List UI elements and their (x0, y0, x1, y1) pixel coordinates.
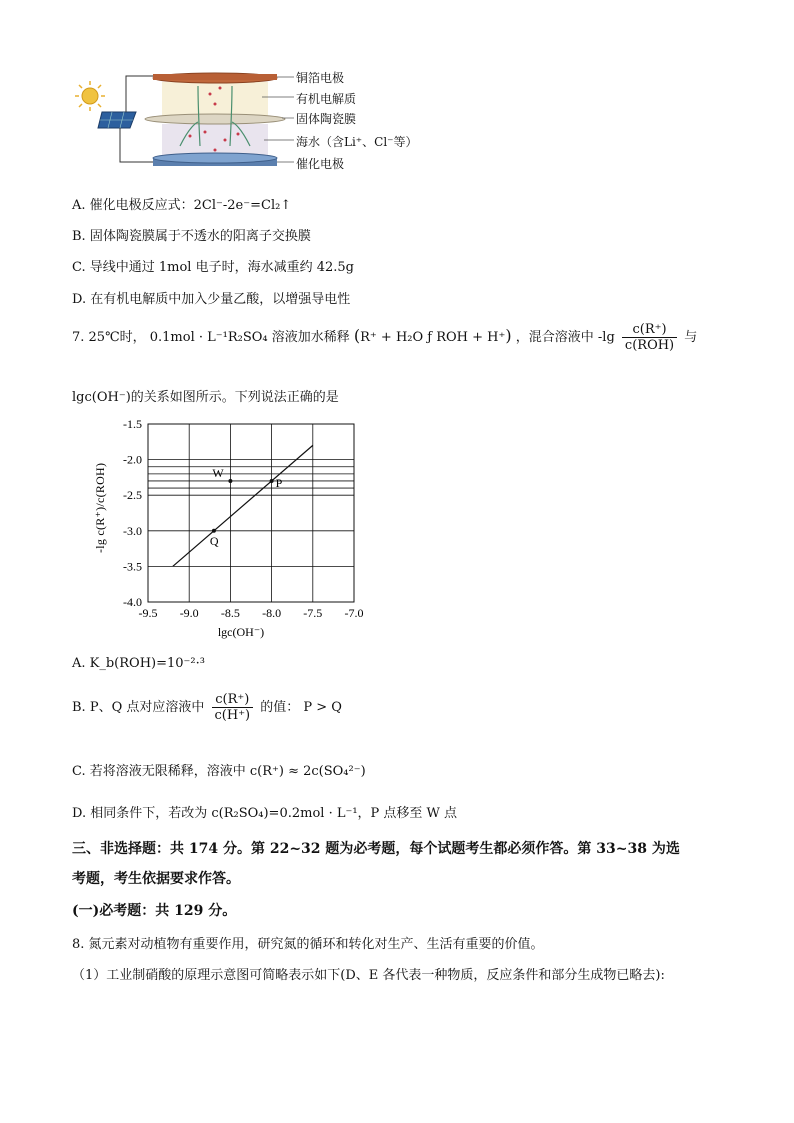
point-P (270, 479, 274, 483)
x-tick-label: -7.0 (344, 606, 364, 620)
q7-option-b-num: c(R⁺) (212, 692, 254, 708)
section3-heading-1: 三、非选择题：共 174 分。第 22~32 题为必考题，每个试题考生都必须作答。第 33~38 为选 (72, 841, 680, 857)
y-axis-label-text: -lg c(R⁺)/c(ROH) (93, 463, 107, 553)
q7-chart (80, 412, 380, 644)
q7-option-b (72, 692, 342, 723)
point-label-Q: Q (209, 533, 219, 548)
label-copper-electrode: 铜箔电极 (296, 71, 345, 85)
q6-option-d: D. 在有机电解质中加入少量乙酸，以增强导电性 (72, 292, 351, 307)
q6-option-c: C. 导线中通过 1mol 电子时，海水减重约 42.5g (72, 260, 354, 275)
sun-icon (75, 81, 105, 111)
q6-option-b: B. 固体陶瓷膜属于不透水的阳离子交换膜 (72, 229, 311, 244)
x-tick-label: -8.5 (220, 606, 240, 620)
q8-part1: （1）工业制硝酸的原理示意图可简略表示如下(D、E 各代表一种物质，反应条件和部分生成物已略去): (72, 968, 665, 983)
q7-option-c: C. 若将溶液无限稀释，溶液中 c(R⁺) ≈ 2c(SO₄²⁻) (72, 764, 366, 779)
label-organic-electrolyte: 有机电解质 (296, 92, 357, 106)
q7-frac-num: c(R⁺) (622, 322, 677, 338)
q7-frac-den: c(ROH) (624, 338, 675, 353)
x-axis-label: lgc(OH⁻) (217, 625, 265, 639)
plot-frame (148, 424, 354, 602)
y-tick-label: -3.5 (123, 559, 142, 574)
label-catalyst-electrode: 催化电极 (296, 157, 345, 171)
label-seawater: 海水（含Li⁺、Cl⁻等） (296, 135, 418, 149)
diagram-drawing (70, 66, 430, 182)
y-tick-label: -4.0 (123, 595, 142, 609)
y-axis-label (93, 463, 107, 553)
point-Q (212, 529, 216, 533)
series-line (173, 445, 313, 566)
q7-option-d: D. 相同条件下，若改为 c(R₂SO₄)=0.2mol · L⁻¹，P 点移至 W 点 (72, 806, 458, 821)
q6-option-a: A. 催化电极反应式：2Cl⁻-2e⁻=Cl₂↑ (72, 198, 292, 213)
section3-sub: (一)必考题：共 129 分。 (72, 903, 237, 919)
x-tick-label: -9.0 (179, 606, 199, 620)
solar-panel-icon (98, 112, 136, 128)
q7-stem-c: 与 (684, 330, 698, 345)
q7-stem-b: ，混合溶液中 -lg (515, 330, 615, 345)
x-tick-label: -8.0 (262, 606, 282, 620)
q7-stem: 7. 25℃时， 0.1mol · L⁻¹R₂SO₄ 溶液加水稀释 (R⁺ + H₂O ƒ ROH + H⁺) ，混合溶液中 -lg $\frac{c(R^+)}{\text{c(ROH)}}$ 与 (72, 322, 698, 353)
section3-heading-2: 考题，考生依据要求作答。 (72, 871, 240, 887)
y-tick-label: -3.0 (123, 523, 142, 538)
x-tick-label: -7.5 (303, 606, 323, 620)
q7-option-a: A. K_b(ROH)=10⁻²·³ (72, 656, 205, 671)
y-tick-label: -2.5 (123, 488, 142, 503)
electrolysis-diagram (70, 66, 430, 182)
q8-stem: 8. 氮元素对动植物有重要作用，研究氮的循环和转化对生产、生活有重要的价值。 (72, 937, 544, 952)
point-W (228, 479, 232, 483)
q7-equilibrium: ( (353, 326, 361, 345)
q7-equilibrium-text: R⁺ + H₂O ƒ ROH + H⁺ (360, 330, 506, 345)
q7-option-b-post: 的值： P > Q (260, 700, 342, 715)
x-tick-label: -9.5 (138, 606, 158, 620)
q7-fraction (622, 322, 677, 353)
label-ceramic-membrane: 固体陶瓷膜 (296, 112, 357, 126)
point-label-P: P (275, 475, 283, 490)
q7-option-b-den: c(H⁺) (214, 708, 251, 723)
point-label-W: W (212, 465, 224, 480)
y-tick-label: -1.5 (123, 417, 142, 431)
q7-option-b-fraction (212, 692, 254, 723)
q7-stem-a: 7. 25℃时， 0.1mol · L⁻¹R₂SO₄ 溶液加水稀释 (72, 330, 350, 345)
q7-stem-d: lgc(OH⁻)的关系如图所示。下列说法正确的是 (72, 390, 339, 405)
y-tick-label: -2.0 (123, 452, 142, 467)
q7-option-b-pre: B. P、Q 点对应溶液中 (72, 700, 205, 715)
